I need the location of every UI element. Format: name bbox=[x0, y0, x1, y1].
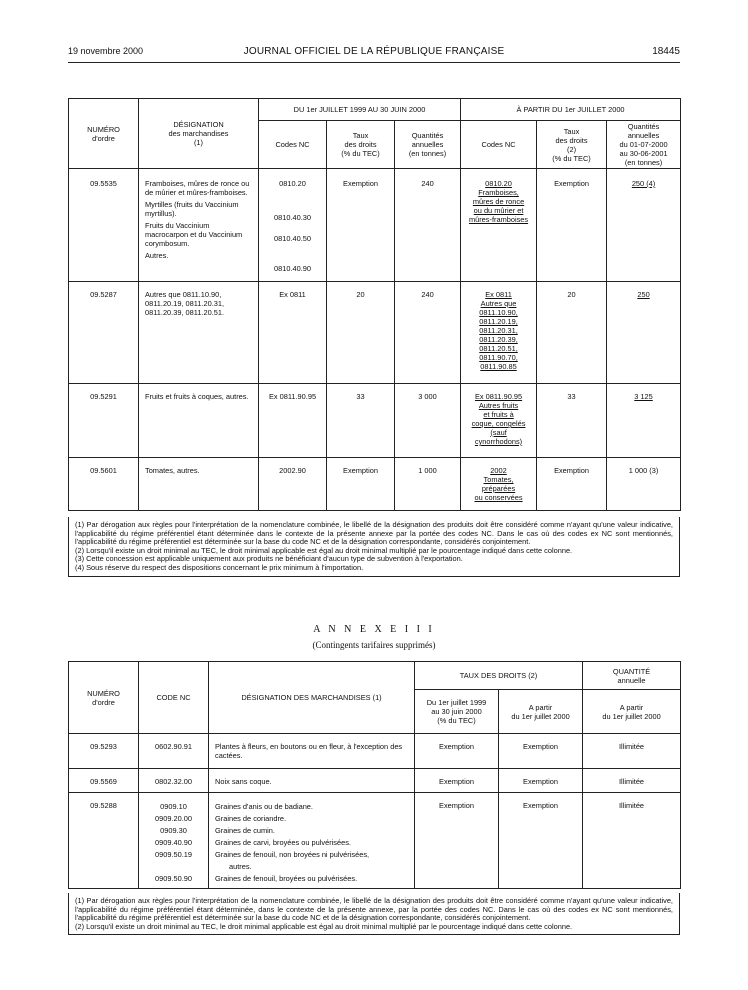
footnotes-2 bbox=[68, 893, 680, 935]
header-quantites-2: Quantités annuelles du 01-07-2000 au 30-06-2001 (en tonnes) bbox=[607, 121, 681, 169]
footnote: (4) Sous réserve du respect des dispositions concernant le prix minimum à l'importation. bbox=[75, 562, 364, 572]
journal-title: JOURNAL OFFICIEL DE LA RÉPUBLIQUE FRANÇAISE bbox=[243, 46, 505, 57]
row-code-nc: 0909.10 0909.20.00 0909.30 0909.40.90 0909.50.19 0909.50.90 bbox=[139, 793, 209, 889]
tariff-table-2 bbox=[68, 661, 681, 889]
table-row bbox=[69, 458, 681, 511]
table-row bbox=[69, 282, 681, 384]
row-quantite: 240 bbox=[395, 282, 461, 384]
row-taux-2: Exemption bbox=[499, 793, 583, 889]
row-taux-2: Exemption bbox=[537, 458, 607, 511]
header-quantites: Quantités annuelles (en tonnes) bbox=[395, 121, 461, 169]
row-quantite-2: 250 (4) bbox=[607, 169, 681, 282]
header-designation: DÉSIGNATION DES MARCHANDISES (1) bbox=[209, 662, 415, 734]
row-taux: 33 bbox=[327, 384, 395, 458]
row-designation: Fruits et fruits à coques, autres. bbox=[139, 384, 259, 458]
row-taux: Exemption bbox=[327, 458, 395, 511]
row-codes-nc: 0810.20 0810.40.30 0810.40.50 0810.40.90 bbox=[259, 169, 327, 282]
row-quantite: Illimitée bbox=[583, 793, 681, 889]
row-number: 09.5287 bbox=[69, 282, 139, 384]
footnote: (2) Lorsqu'il existe un droit minimal au TEC, le droit minimal applicable est égal au droit minimal multiplié par le pourcentage indiqué dans cette colonne. bbox=[75, 545, 573, 555]
header-codes-nc-2: Codes NC bbox=[461, 121, 537, 169]
row-taux-1: Exemption bbox=[415, 793, 499, 889]
header-period-2000: À PARTIR DU 1er JUILLET 2000 bbox=[461, 99, 681, 121]
header-codes-nc: Codes NC bbox=[259, 121, 327, 169]
row-quantite: 240 bbox=[395, 169, 461, 282]
row-quantite-2: 3 125 bbox=[607, 384, 681, 458]
row-taux: Exemption bbox=[327, 169, 395, 282]
header-date: 19 novembre 2000 bbox=[68, 46, 144, 56]
row-taux-2: Exemption bbox=[499, 734, 583, 769]
header-taux: TAUX DES DROITS (2) bbox=[415, 662, 583, 690]
header-designation: DÉSIGNATION des marchandises (1) bbox=[139, 99, 259, 169]
row-codes-nc: Ex 0811.90.95 bbox=[259, 384, 327, 458]
annex-title: A N N E X E I I I bbox=[313, 624, 435, 635]
footnote: (3) Cette concession est applicable uniquement aux produits ne bénéficiant d'aucun type de subvention à l'exportation. bbox=[75, 554, 463, 564]
page-number: 18445 bbox=[652, 46, 680, 57]
row-quantite-2: 250 bbox=[607, 282, 681, 384]
row-codes-nc-2: 0810.20 Framboises, mûres de ronce ou du mûrier et mûres-framboises bbox=[461, 169, 537, 282]
table-row bbox=[69, 734, 681, 769]
row-number: 09.5291 bbox=[69, 384, 139, 458]
table-row bbox=[69, 384, 681, 458]
row-designation: Plantes à fleurs, en boutons ou en fleur, à l'exception des cactées. bbox=[209, 734, 415, 769]
row-code-nc: 0602.90.91 bbox=[139, 734, 209, 769]
footnotes-1 bbox=[68, 517, 680, 577]
row-designation: Autres que 0811.10.90, 0811.20.19, 0811.20.31, 0811.20.39, 0811.20.51. bbox=[139, 282, 259, 384]
row-codes-nc-2: Ex 0811 Autres que 0811.10.90, 0811.20.19, 0811.20.31, 0811.20.39, 0811.20.51, 0811.90.70, 0811.90.85 bbox=[461, 282, 537, 384]
row-taux-2: 33 bbox=[537, 384, 607, 458]
row-taux-1: Exemption bbox=[415, 734, 499, 769]
header-numero: NUMÉRO d'ordre bbox=[69, 662, 139, 734]
row-code-nc: 0802.32.00 bbox=[139, 769, 209, 793]
table-row bbox=[69, 793, 681, 889]
row-quantite-2: 1 000 (3) bbox=[607, 458, 681, 511]
header-numero: NUMÉRO d'ordre bbox=[69, 99, 139, 169]
row-taux-1: Exemption bbox=[415, 769, 499, 793]
footnote: (1) Par dérogation aux règles pour l'interprétation de la nomenclature combinée, le libellé de la désignation des produits doit être considéré comme n'ayant qu'une valeur indicative, l'applicabilité du régime préférentiel étant déterminée dans le contexte de la présente annexe par la portée des codes NC. Dans le cas où des codes ex NC sont mentionnés, l'applicabilité du régime préférentiel est déterminée sur la base du code NC et de la désignation correspondante, considérés conjointement. bbox=[75, 520, 673, 547]
footnote: (1) Par dérogation aux règles pour l'interprétation de la nomenclature combinée, le libellé de la désignation des produits doit être considéré comme n'ayant qu'une valeur indicative, l'applicabilité du régime préférentiel étant déterminée, dans le contexte de la présente annexe, par la portée des codes NC. Dans le cas où des codes ex NC sont mentionnés, l'applicabilité du régime préférentiel est déterminée sur la base du code NC et de la désignation correspondante, considérés conjointement. bbox=[75, 896, 673, 923]
row-taux: 20 bbox=[327, 282, 395, 384]
row-quantite: 3 000 bbox=[395, 384, 461, 458]
row-designation: Framboises, mûres de ronce ou de mûrier et mûres-framboises. Myrtilles (fruits du Vaccinium myrtillus). Fruits du Vaccinium macrocarpon et du Vaccinium corymbosum. Autres. bbox=[139, 169, 259, 282]
header-period-1999: DU 1er JUILLET 1999 AU 30 JUIN 2000 bbox=[259, 99, 461, 121]
row-quantite: 1 000 bbox=[395, 458, 461, 511]
annex-subtitle: (Contingents tarifaires supprimés) bbox=[312, 640, 436, 650]
header-taux-1999: Du 1er juillet 1999 au 30 juin 2000 (% du TEC) bbox=[415, 690, 499, 734]
row-number: 09.5569 bbox=[69, 769, 139, 793]
header-taux: Taux des droits (% du TEC) bbox=[327, 121, 395, 169]
header-taux-2000: A partir du 1er juillet 2000 bbox=[499, 690, 583, 734]
row-codes-nc: Ex 0811 bbox=[259, 282, 327, 384]
table-row bbox=[69, 169, 681, 282]
row-taux-2: 20 bbox=[537, 282, 607, 384]
row-number: 09.5601 bbox=[69, 458, 139, 511]
row-designation: Graines d'anis ou de badiane. Graines de coriandre. Graines de cumin. Graines de carvi, broyées ou pulvérisées. Graines de fenouil, non broyées ni pulvérisées, autres. Graines de fenouil, broyées ou pulvérisées. bbox=[209, 793, 415, 889]
header-quantite: QUANTITÉ annuelle bbox=[583, 662, 681, 690]
row-codes-nc-2: 2002 Tomates, préparées ou conservées bbox=[461, 458, 537, 511]
table-row bbox=[69, 769, 681, 793]
page-header bbox=[68, 46, 680, 60]
row-taux-2: Exemption bbox=[537, 169, 607, 282]
row-designation: Tomates, autres. bbox=[139, 458, 259, 511]
header-quantite-2000: A partir du 1er juillet 2000 bbox=[583, 690, 681, 734]
row-number: 09.5535 bbox=[69, 169, 139, 282]
row-quantite: Illimitée bbox=[583, 769, 681, 793]
row-number: 09.5293 bbox=[69, 734, 139, 769]
row-designation: Noix sans coque. bbox=[209, 769, 415, 793]
header-code-nc: CODE NC bbox=[139, 662, 209, 734]
header-taux-2: Taux des droits (2) (% du TEC) bbox=[537, 121, 607, 169]
header-rule bbox=[68, 62, 680, 63]
row-number: 09.5288 bbox=[69, 793, 139, 889]
row-taux-2: Exemption bbox=[499, 769, 583, 793]
row-codes-nc: 2002.90 bbox=[259, 458, 327, 511]
tariff-table-1 bbox=[68, 98, 681, 511]
row-codes-nc-2: Ex 0811.90.95 Autres fruits et fruits à coque, congelés (sauf cynorrhodons) bbox=[461, 384, 537, 458]
row-quantite: Illimitée bbox=[583, 734, 681, 769]
footnote: (2) Lorsqu'il existe un droit minimal au TEC, le droit minimal applicable est égal au droit minimal multiplié par le pourcentage indiqué dans cette colonne. bbox=[75, 921, 573, 931]
